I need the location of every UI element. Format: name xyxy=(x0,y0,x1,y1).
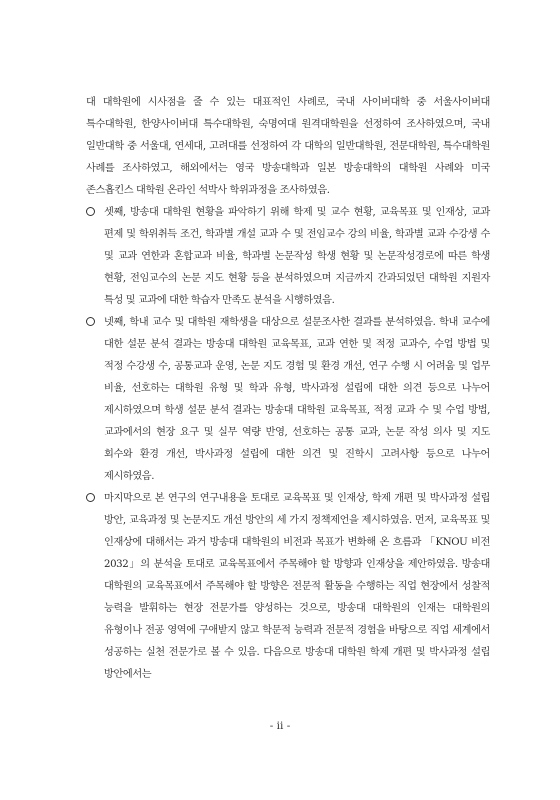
bullet-paragraph xyxy=(86,312,490,488)
bullet-text: 넷째, 학내 교수 및 대학원 재학생을 대상으로 설문조사한 결과를 분석하였음. 학내 교수에 대한 설문 분석 결과는 방송대 대학원 교육목표, 교과 연한 및 적정 교과수, 수업 방법 및 적정 수강생 수, 공통교과 운영, 논문 지도 경험 및 환경 개선, 연구 수행 시 어려움 및 업무 비율, 선호하는 대학원 유형 및 학과 유형, 박사과정 설립에 대한 의견 등으로 나누어 제시하였으며 학생 설문 분석 결과는 방송대 대학원 교육목표, 적정 교과 수 및 수업 방법, 교과에서의 현장 요구 및 실무 역량 반영, 선호하는 공통 교과, 논문 작성 의사 및 지도 회수와 환경 개선, 박사과정 설립에 대한 의견 및 진학시 고려사항 등으로 나누어 제시하였음. xyxy=(104,317,490,482)
bullet-paragraph xyxy=(86,202,490,312)
page-number: - ii - xyxy=(269,720,291,732)
bullet-text: 셋째, 방송대 대학원 현황을 파악하기 위해 학제 및 교수 현황, 교육목표 및 인재상, 교과 편제 및 학위취득 조건, 학과별 개설 교과 수 및 전임교수 강의 비율, 학과별 교과 수강생 수 및 교과 연한과 혼합교과 비율, 학과별 논문작성 학생 현황 및 논문작성경로에 따른 학생 현황, 전임교수의 논문 지도 현황 등을 분석하였으며 지금까지 간과되었던 대학원 지원자 특성 및 교과에 대한 학습자 만족도 분석을 시행하였음. xyxy=(104,207,490,306)
document-body xyxy=(86,92,490,686)
bullet-text: 마지막으로 본 연구의 연구내용을 토대로 교육목표 및 인재상, 학제 개편 및 박사과정 설립 방안, 교육과정 및 논문지도 개선 방안의 세 가지 정책제언을 제시하였음. 먼저, 교육목표 및 인재상에 대해서는 과거 방송대 대학원의 비전과 목표가 변화해 온 흐름과 「KNOU 비전 2032」의 분석을 토대로 교육목표에서 주목해야 할 방향과 인재상을 제안하였음. 방송대 대학원의 교육목표에서 주목해야 할 방향은 전문적 활동을 수행하는 직업 현장에서 성찰적 능력을 발휘하는 현장 전문가를 양성하는 것으로, 방송대 대학원의 인재는 대학원의 유형이나 전공 영역에 구애받지 않고 학문적 능력과 전문적 경험을 바탕으로 직업 세계에서 성공하는 실천 전문가로 볼 수 있음. 다음으로 방송대 대학원 학제 개편 및 박사과정 설립 방안에서는 xyxy=(104,493,490,680)
hollow-circle-bullet-icon xyxy=(86,493,95,502)
paragraph-continuation: 대 대학원에 시사점을 줄 수 있는 대표적인 사례로, 국내 사이버대학 중 서울사이버대 특수대학원, 한양사이버대 특수대학원, 숙명여대 원격대학원을 선정하여 조사하였으며, 국내 일반대학 중 서울대, 연세대, 고려대를 선정하여 각 대학의 일반대학원, 전문대학원, 특수대학원 사례를 조사하였고, 해외에서는 영국 방송대학과 일본 방송대학의 대학원 사례와 미국 존스홉킨스 대학원 온라인 석박사 학위과정을 조사하였음. xyxy=(86,97,490,196)
hollow-circle-bullet-icon xyxy=(86,207,95,216)
hollow-circle-bullet-icon xyxy=(86,317,95,326)
bullet-paragraph xyxy=(86,488,490,686)
